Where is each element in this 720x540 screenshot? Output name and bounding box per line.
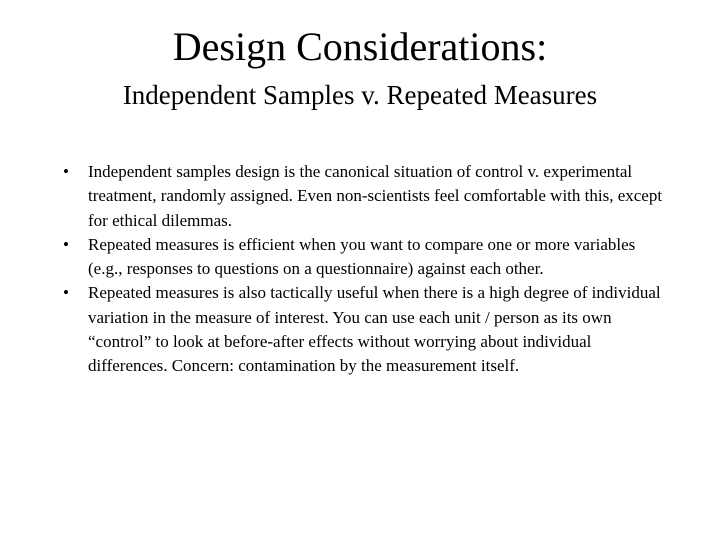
bullet-text: Repeated measures is efficient when you want to compare one or more variables (e.g., responses to questions on a questionnaire) against each other.: [88, 234, 636, 279]
bullet-icon: •: [63, 234, 69, 254]
bullet-icon: •: [63, 283, 69, 303]
bullet-item: [56, 160, 668, 233]
bullet-list: [56, 160, 668, 379]
bullet-item: [56, 233, 668, 282]
bullet-item: [56, 281, 668, 378]
slide-title: Design Considerations:: [172, 24, 548, 69]
bullet-text: Independent samples design is the canonical situation of control v. experimental treatment, randomly assigned. Even non-scientists feel comfortable with this, except for ethical dilemmas.: [88, 162, 663, 230]
slide-subtitle: Independent Samples v. Repeated Measures: [122, 80, 598, 110]
bullet-icon: •: [63, 162, 69, 181]
bullet-text: Repeated measures is also tactically useful when there is a high degree of individual variation in the measure of interest. You can use each unit / person as its own “control” to look at before-after effects without worrying about individual differences. Concern: contamination by the measurement itself.: [88, 283, 661, 376]
